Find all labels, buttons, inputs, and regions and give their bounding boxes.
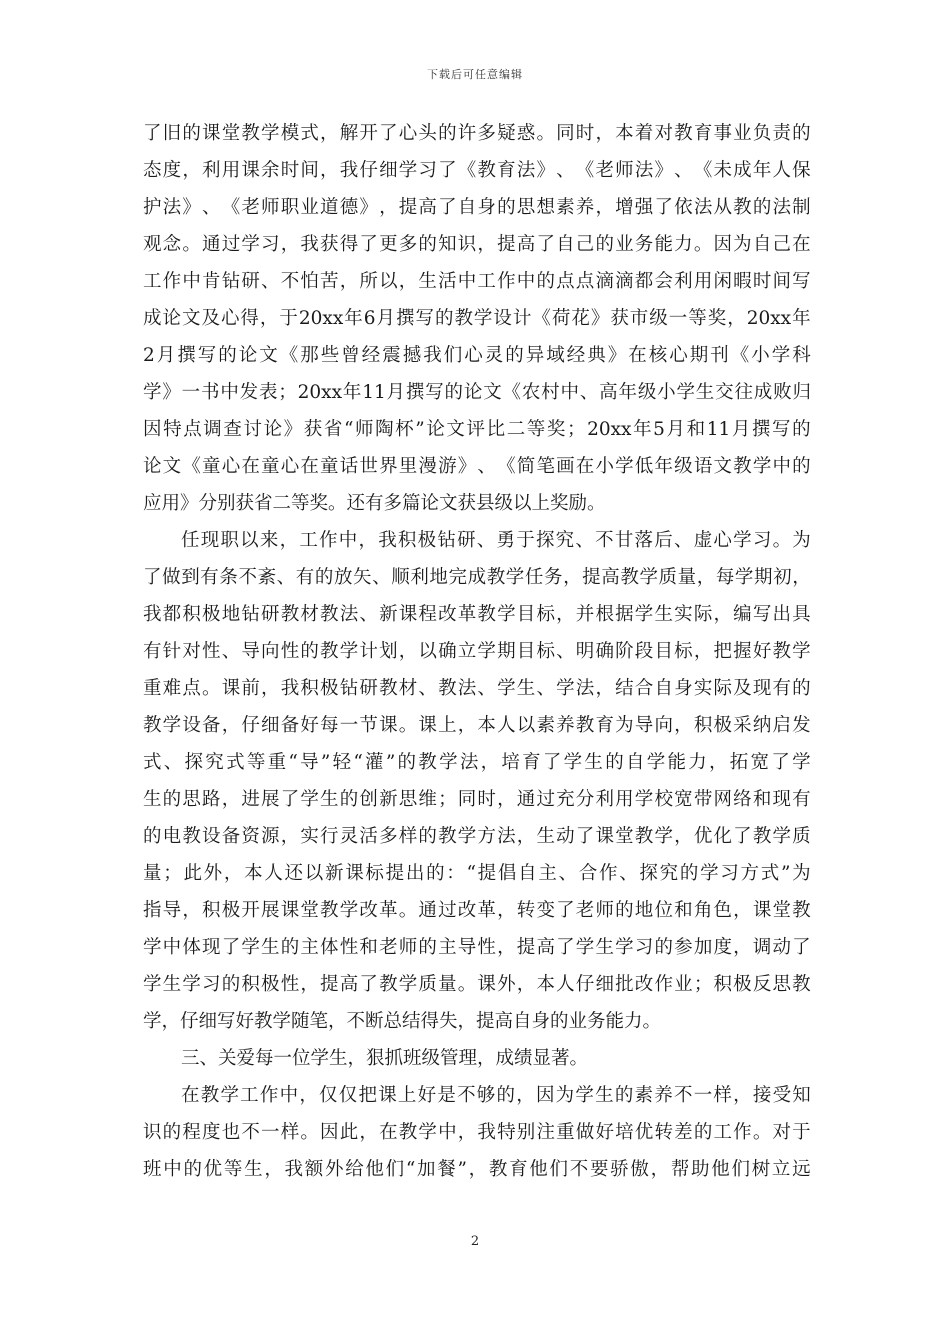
text-line: 2 月 撰 写 的 论 文 《 那 些 曾 经 震 撼 我 们 心 灵 的 异 域 经 典 》 在 核 心 期 刊 《 小 学 科 (143, 345, 811, 366)
text-line: 有 针 对 性 、 导 向 性 的 教 学 计 划 ， 以 确 立 学 期 目 标 、 明 确 阶 段 目 标 ， 把 握 好 教 学 (143, 641, 811, 662)
text-line: 学 中 体 现 了 学 生 的 主 体 性 和 老 师 的 主 导 性 ， 提 高 了 学 生 学 习 的 参 加 度 ， 调 动 了 (143, 937, 811, 958)
text-line: 论 文 《 童 心 在 童 心 在 童 话 世 界 里 漫 游 》 、 《 简 笔 画 在 小 学 低 年 级 语 文 教 学 中 的 (143, 456, 811, 477)
page-header: 下载后可任意编辑 (427, 68, 523, 81)
text-line: 我 都 积 极 地 钻 研 教 材 教 法 、 新 课 程 改 革 教 学 目 标 ， 并 根 据 学 生 实 际 ， 编 写 出 具 (143, 604, 811, 625)
paragraph-1 (143, 122, 811, 529)
text-line: 量 ； 此 外 ， 本 人 还 以 新 课 标 提 出 的 ： “ 提 倡 自 主 、 合 作 、 探 究 的 学 习 方 式 ” 为 (143, 863, 811, 884)
text-line: 三、关爱每一位学生，狠抓班级管理，成绩显著。 (181, 1048, 589, 1069)
document-body (143, 122, 811, 1195)
text-line: 了 做 到 有 条 不 紊 、 有 的 放 矢 、 顺 利 地 完 成 教 学 任 务 ， 提 高 教 学 质 量 ， 每 学 期 初 ， (143, 567, 811, 588)
text-line: 的 电 教 设 备 资 源 ， 实 行 灵 活 多 样 的 教 学 方 法 ， 生 动 了 课 堂 教 学 ， 优 化 了 教 学 质 (143, 826, 811, 847)
text-line: 因 特 点 调 查 讨 论 》 获 省 “ 师 陶 杯 ” 论 文 评 比 二 等 奖 ； 20xx 年 5 月 和 11 月 撰 写 的 (143, 419, 811, 440)
text-line: 教 学 设 备 ， 仔 细 备 好 每 一 节 课 。 课 上 ， 本 人 以 素 养 教 育 为 导 向 ， 积 极 采 纳 启 发 (143, 715, 811, 736)
page-number: 2 (470, 1234, 480, 1249)
paragraph-2 (143, 529, 811, 1047)
text-line: 学 生 学 习 的 积 极 性 ， 提 高 了 教 学 质 量 。 课 外 ， 本 人 仔 细 批 改 作 业 ； 积 极 反 思 教 (143, 974, 811, 995)
text-line: 学，仔细写好教学随笔，不断总结得失，提高自身的业务能力。 (143, 1011, 662, 1032)
text-line: 观 念 。 通 过 学 习 ， 我 获 得 了 更 多 的 知 识 ， 提 高 了 自 己 的 业 务 能 力 。 因 为 自 己 在 (143, 234, 811, 255)
text-line: 班 中 的 优 等 生 ， 我 额 外 给 他 们 “ 加 餐 ” ， 教 育 他 们 不 要 骄 傲 ， 帮 助 他 们 树 立 远 (143, 1159, 811, 1180)
text-line: 重 难 点 。 课 前 ， 我 积 极 钻 研 教 材 、 教 法 、 学 生 、 学 法 ， 结 合 自 身 实 际 及 现 有 的 (143, 678, 811, 699)
text-line: 在 教 学 工 作 中 ， 仅 仅 把 课 上 好 是 不 够 的 ， 因 为 学 生 的 素 养 不 一 样 ， 接 受 知 (181, 1085, 811, 1106)
text-line: 护 法 》 、 《 老 师 职 业 道 德 》 ， 提 高 了 自 身 的 思 想 素 养 ， 增 强 了 依 法 从 教 的 法 制 (143, 197, 811, 218)
text-line: 成 论 文 及 心 得 ， 于 20xx 年 6 月 撰 写 的 教 学 设 计 《 荷 花 》 获 市 级 一 等 奖 ， 20xx 年 (143, 308, 811, 329)
text-line: 学 》 一 书 中 发 表 ； 20xx 年 11 月 撰 写 的 论 文 《 农 村 中 、 高 年 级 小 学 生 交 往 成 败 归 (143, 382, 811, 403)
text-line: 工 作 中 肯 钻 研 、 不 怕 苦 ， 所 以 ， 生 活 中 工 作 中 的 点 点 滴 滴 都 会 利 用 闲 暇 时 间 写 (143, 271, 811, 292)
text-line: 识 的 程 度 也 不 一 样 。 因 此 ， 在 教 学 中 ， 我 特 别 注 重 做 好 培 优 转 差 的 工 作 。 对 于 (143, 1122, 811, 1143)
text-line: 应用》分别获省二等奖。还有多篇论文获县级以上奖励。 (143, 493, 606, 514)
text-line: 指 导 ， 积 极 开 展 课 堂 教 学 改 革 。 通 过 改 革 ， 转 变 了 老 师 的 地 位 和 角 色 ， 课 堂 教 (143, 900, 811, 921)
text-line: 任 现 职 以 来 ， 工 作 中 ， 我 积 极 钻 研 、 勇 于 探 究 、 不 甘 落 后 、 虚 心 学 习 。 为 (181, 530, 811, 551)
paragraph-4 (143, 1084, 811, 1195)
text-line: 式 、 探 究 式 等 重 “ 导 ” 轻 “ 灌 ” 的 教 学 法 ， 培 育 了 学 生 的 自 学 能 力 ， 拓 宽 了 学 (143, 752, 811, 773)
text-line: 态 度 ， 利 用 课 余 时 间 ， 我 仔 细 学 习 了 《 教 育 法 》 、 《 老 师 法 》 、 《 未 成 年 人 保 (143, 160, 811, 181)
text-line: 生 的 思 路 ， 进 展 了 学 生 的 创 新 思 维 ； 同 时 ， 通 过 充 分 利 用 学 校 宽 带 网 络 和 现 有 (143, 789, 811, 810)
section-heading (143, 1047, 811, 1084)
text-line: 了 旧 的 课 堂 教 学 模 式 ， 解 开 了 心 头 的 许 多 疑 惑 。 同 时 ， 本 着 对 教 育 事 业 负 责 的 (143, 123, 811, 144)
